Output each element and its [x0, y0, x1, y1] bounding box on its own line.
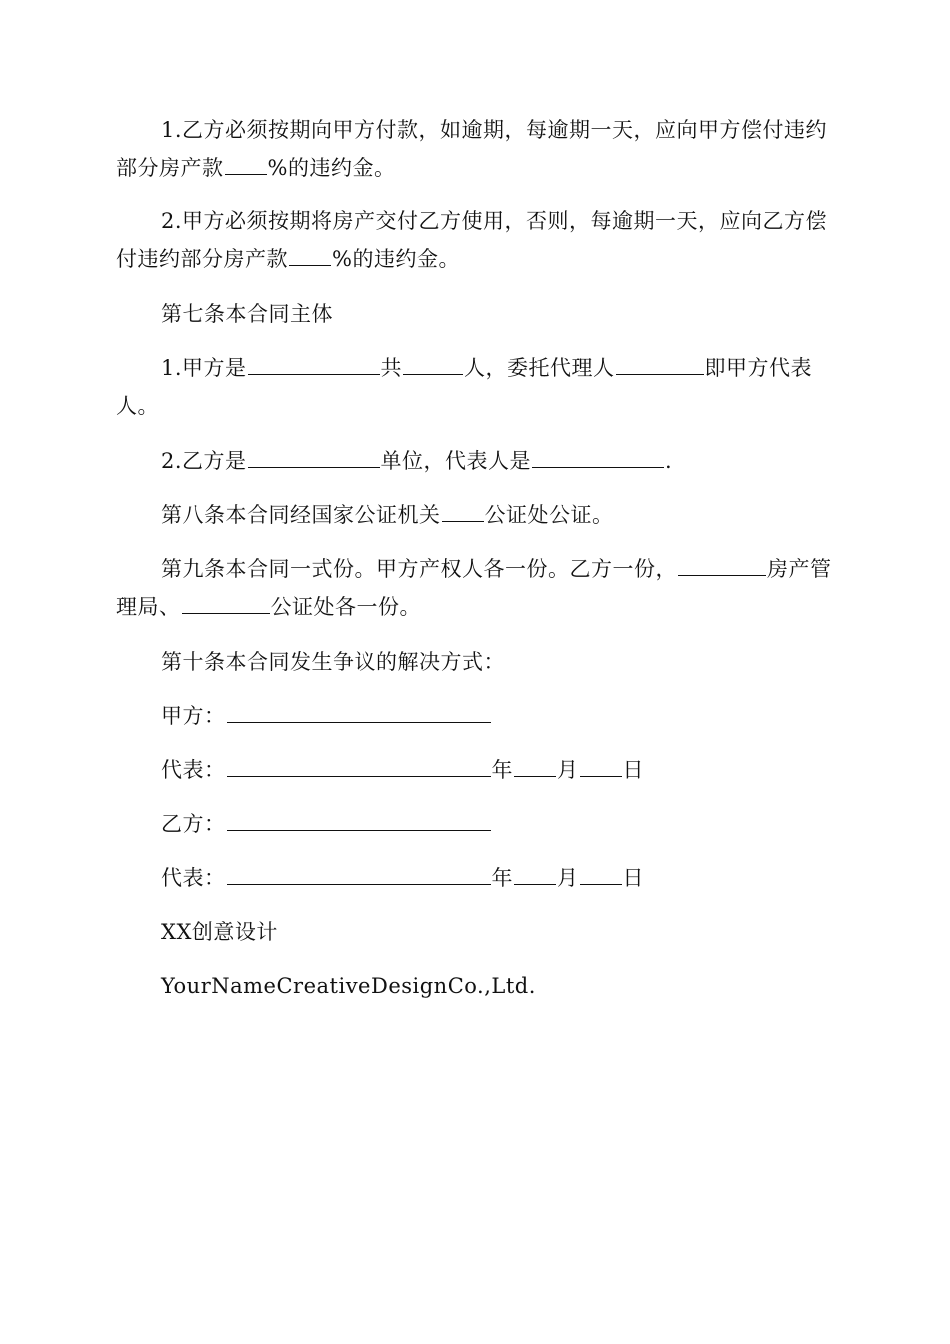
- blank-line[interactable]: [248, 352, 380, 375]
- blank-line[interactable]: [532, 445, 664, 468]
- month-label: 月: [557, 758, 579, 782]
- clause-9: [116, 550, 832, 626]
- blank-line[interactable]: [248, 445, 380, 468]
- blank-line[interactable]: [403, 352, 463, 375]
- clause-text: 房产管理局、: [116, 557, 832, 619]
- blank-line[interactable]: [289, 243, 331, 266]
- clause-text: 共: [380, 356, 403, 380]
- clause-text: 2.乙方是: [161, 449, 247, 473]
- clause-text: 公证处公证。: [484, 503, 614, 527]
- clause-text: %的违约金。: [332, 247, 460, 271]
- party-a-rep-row: [161, 751, 644, 789]
- clause-text: 2.甲方必须按期将房产交付乙方使用，否则，每逾期一天，应向乙方偿付违约部分房产款: [116, 209, 828, 271]
- rep-signature-line[interactable]: [227, 754, 491, 777]
- blank-line[interactable]: [678, 553, 766, 576]
- party-b-signature-row: [161, 805, 492, 843]
- clause-text: 1.甲方是: [161, 356, 247, 380]
- clause-text: 第八条本合同经国家公证机关: [161, 503, 441, 527]
- rep-signature-line[interactable]: [227, 862, 491, 885]
- clause-6-item-1: [116, 111, 832, 187]
- party-b-signature-line[interactable]: [227, 808, 491, 831]
- clause-8: [116, 496, 832, 534]
- clause-text: 1.乙方必须按期向甲方付款，如逾期，每逾期一天，应向甲方偿付违约部分房产款: [116, 118, 828, 180]
- rep-label: 代表：: [161, 866, 226, 890]
- day-blank[interactable]: [580, 862, 622, 885]
- party-a-signature-row: [161, 697, 492, 735]
- day-label: 日: [622, 758, 644, 782]
- blank-line[interactable]: [182, 591, 270, 614]
- clause-text: 公证处各一份。: [270, 595, 421, 619]
- year-label: 年: [491, 866, 513, 890]
- month-blank[interactable]: [514, 754, 556, 777]
- party-a-label: 甲方：: [161, 704, 226, 728]
- day-blank[interactable]: [580, 754, 622, 777]
- company-name-en: YourNameCreativeDesignCo.,Ltd.: [161, 974, 536, 998]
- blank-line[interactable]: [225, 152, 267, 175]
- day-label: 日: [622, 866, 644, 890]
- clause-text: %的违约金。: [267, 156, 396, 180]
- clause-text: 第九条本合同一式份。甲方产权人各一份。乙方一份，: [161, 557, 677, 581]
- clause-text: 即甲方代表人。: [116, 356, 813, 418]
- month-blank[interactable]: [514, 862, 556, 885]
- clause-text: .: [665, 449, 673, 473]
- blank-line[interactable]: [442, 499, 484, 522]
- clause-text: 单位，代表人是: [380, 449, 532, 473]
- clause-10-title: 第十条本合同发生争议的解决方式：: [161, 650, 505, 674]
- party-a-signature-line[interactable]: [227, 700, 491, 723]
- blank-line[interactable]: [616, 352, 704, 375]
- clause-7-item-2: [116, 442, 832, 480]
- clause-6-item-2: [116, 202, 832, 278]
- month-label: 月: [557, 866, 579, 890]
- party-b-label: 乙方：: [161, 812, 226, 836]
- company-name-cn: XX创意设计: [161, 920, 278, 944]
- clause-text: 人，委托代理人: [464, 356, 615, 380]
- party-b-rep-row: [161, 859, 644, 897]
- clause-7-title: 第七条本合同主体: [161, 302, 333, 326]
- clause-7-item-1: [116, 349, 832, 425]
- rep-label: 代表：: [161, 758, 226, 782]
- year-label: 年: [491, 758, 513, 782]
